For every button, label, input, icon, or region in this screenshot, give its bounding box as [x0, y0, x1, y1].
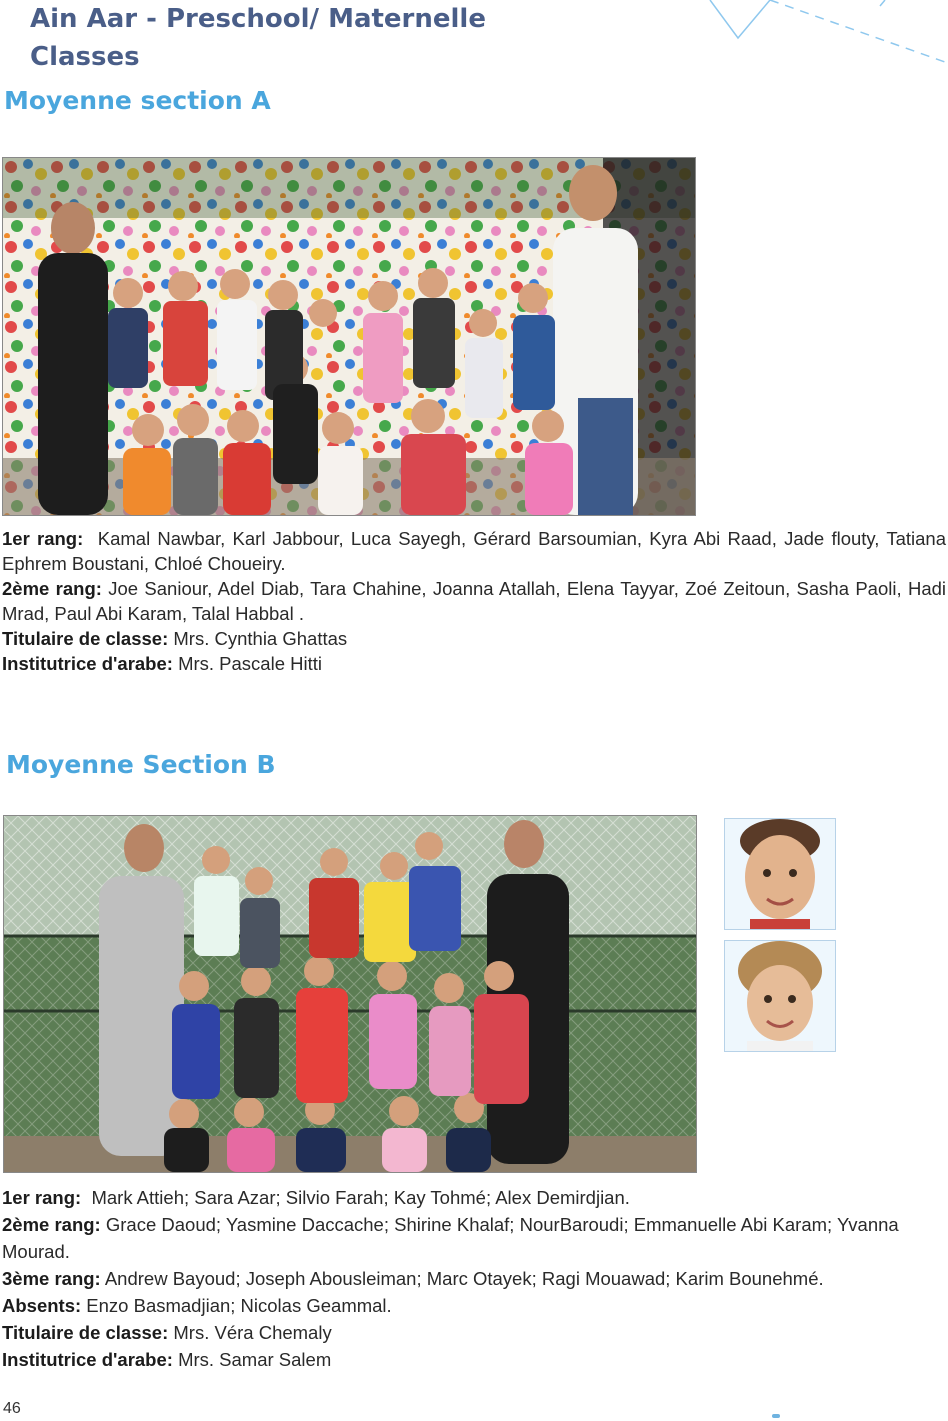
class-photo-a-illustration: [3, 158, 695, 515]
caption-row-label: 1er rang:: [2, 1187, 82, 1208]
caption-row: [2, 1319, 946, 1346]
caption-row: [2, 1211, 946, 1265]
caption-row: [2, 1265, 946, 1292]
caption-row: [2, 576, 946, 626]
caption-row: [2, 1184, 946, 1211]
caption-row-label: Titulaire de classe:: [2, 628, 169, 649]
class-photo-b-illustration: [4, 816, 696, 1172]
student-portrait-2: [724, 940, 836, 1052]
page-title-line-2: Classes: [30, 42, 140, 72]
caption-row-label: 1er rang:: [2, 528, 84, 549]
caption-row-label: Institutrice d'arabe:: [2, 653, 173, 674]
section-a-class-photo: [2, 157, 696, 516]
page-title-line-1: Ain Aar - Preschool/ Maternelle: [30, 4, 486, 34]
caption-row-text: Grace Daoud; Yasmine Daccache; Shirine Khalaf; NourBaroudi; Emmanuelle Abi Karam; Yvanna Mourad.: [2, 1214, 899, 1262]
caption-row: [2, 651, 946, 676]
caption-row-text: Kamal Nawbar, Karl Jabbour, Luca Sayegh, Gérard Barsoumian, Kyra Abi Raad, Jade flouty, Tatiana Ephrem Boustani, Chloé Choueiry.: [2, 528, 946, 574]
caption-row-label: 2ème rang:: [2, 578, 102, 599]
caption-row-label: 2ème rang:: [2, 1214, 101, 1235]
student-portrait-1: [724, 818, 836, 930]
caption-row-text: Mrs. Véra Chemaly: [173, 1322, 332, 1343]
caption-row-text: Joe Saniour, Adel Diab, Tara Chahine, Joanna Atallah, Elena Tayyar, Zoé Zeitoun, Sasha Paoli, Hadi Mrad, Paul Abi Karam, Talal Habbal .: [2, 578, 947, 624]
caption-row-text: Mark Attieh; Sara Azar; Silvio Farah; Kay Tohmé; Alex Demirdjian.: [91, 1187, 630, 1208]
section-b-heading: Moyenne Section B: [6, 750, 276, 779]
portrait-2-illustration: [725, 941, 835, 1051]
caption-row-label: Titulaire de classe:: [2, 1322, 169, 1343]
caption-row-text: Mrs. Cynthia Ghattas: [173, 628, 348, 649]
caption-row: [2, 1292, 946, 1319]
caption-row-text: Enzo Basmadjian; Nicolas Geammal.: [86, 1295, 392, 1316]
section-a-heading: Moyenne section A: [4, 86, 271, 115]
section-b-caption: [2, 1184, 946, 1373]
page-title: [30, 0, 486, 76]
caption-row-text: Mrs. Pascale Hitti: [178, 653, 322, 674]
caption-row: [2, 626, 946, 651]
caption-row: [2, 1346, 946, 1373]
caption-row-label: Absents:: [2, 1295, 82, 1316]
caption-row-text: Mrs. Samar Salem: [178, 1349, 332, 1370]
section-b-class-photo: [3, 815, 697, 1173]
section-a-caption: [2, 526, 946, 676]
page-mark-decoration: [772, 1414, 780, 1418]
caption-row-label: 3ème rang:: [2, 1268, 101, 1289]
portrait-1-illustration: [725, 819, 835, 929]
page-number: 46: [3, 1400, 21, 1417]
caption-row: [2, 526, 946, 576]
caption-row-text: Andrew Bayoud; Joseph Abousleiman; Marc Otayek; Ragi Mouawad; Karim Bounehmé.: [104, 1268, 824, 1289]
corner-decoration: [690, 0, 948, 70]
caption-row-label: Institutrice d'arabe:: [2, 1349, 173, 1370]
